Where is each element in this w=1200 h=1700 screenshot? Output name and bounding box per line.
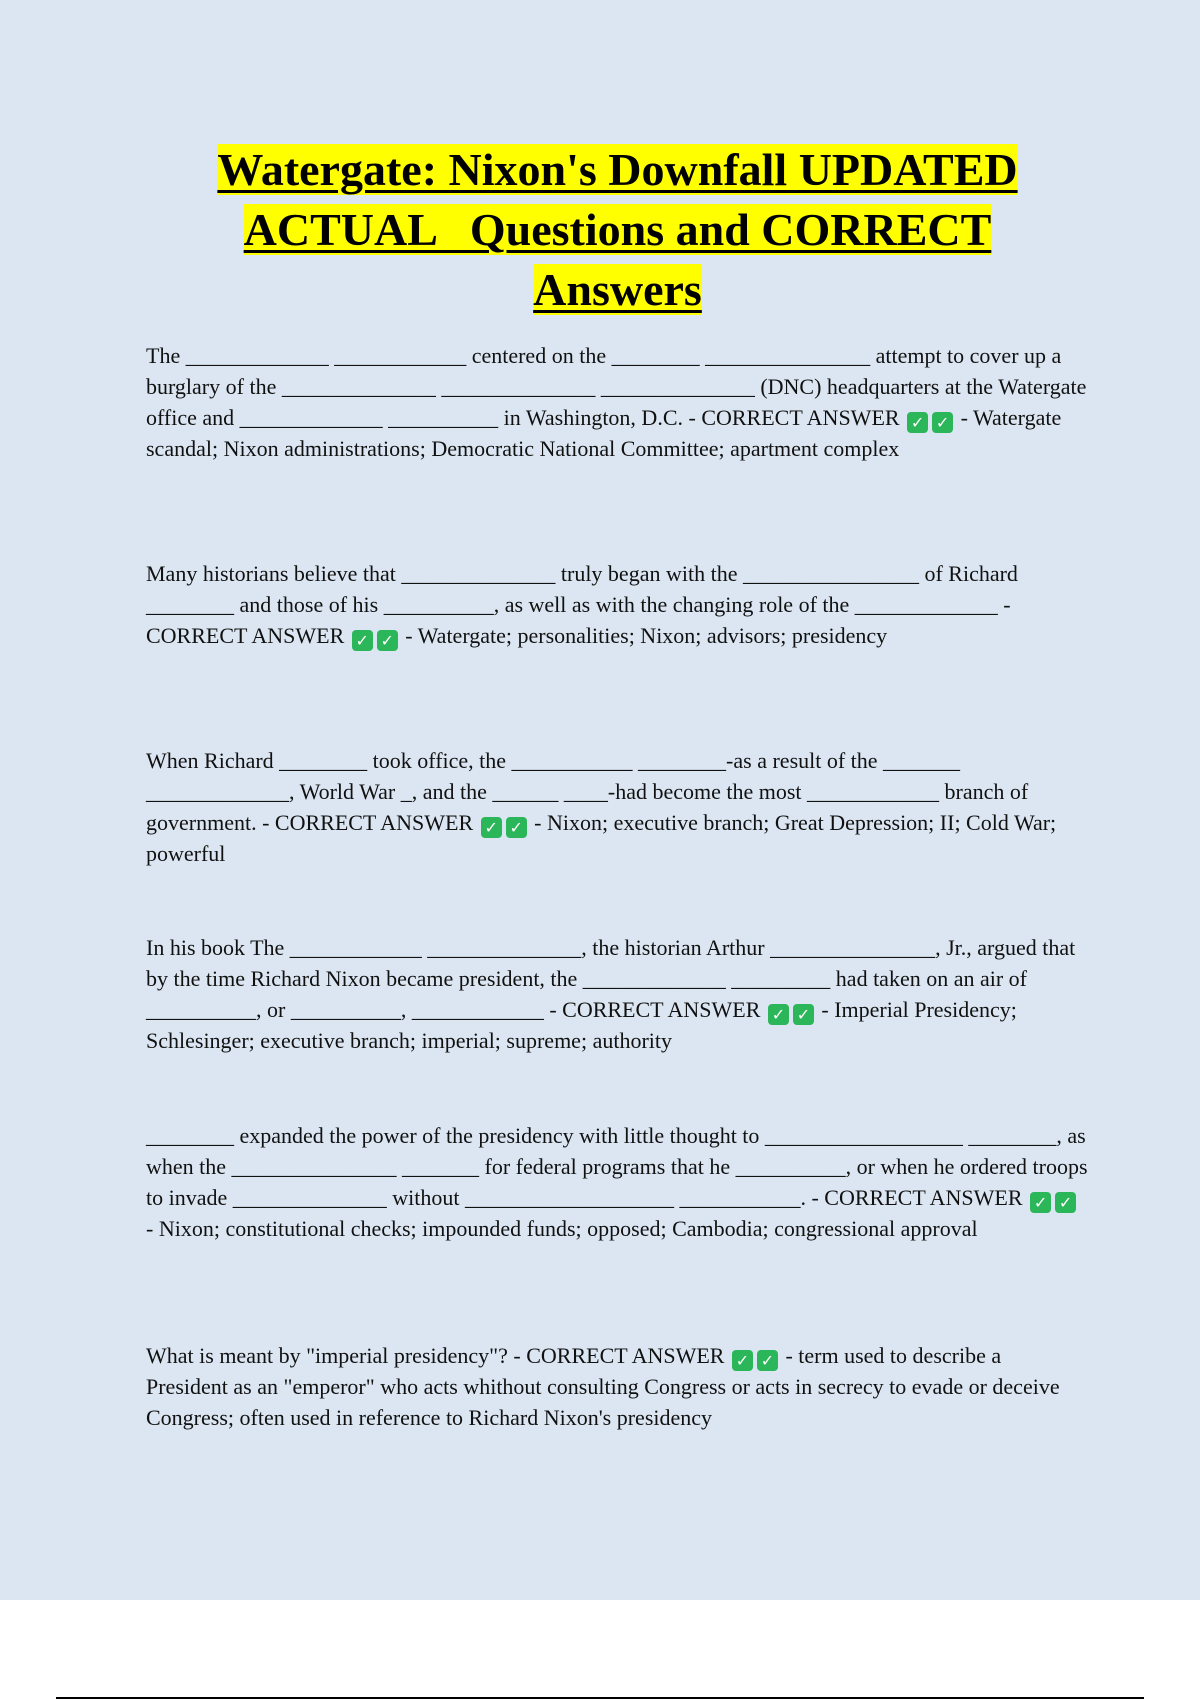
check-icon: ✓ [1055,1192,1076,1213]
title-line-1: Watergate: Nixon's Downfall UPDATED [217,144,1018,195]
check-icon: ✓ [768,1004,789,1025]
qa-item-4 [146,932,1088,1056]
check-icon: ✓ [352,630,373,651]
qa-item-5 [146,1120,1088,1244]
check-icon: ✓ [377,630,398,651]
qa-item-1 [146,340,1088,464]
check-icon: ✓ [481,817,502,838]
answer-text: - Nixon; constitutional checks; impounded funds; opposed; Cambodia; congressional approval [146,1216,978,1241]
answer-text: - Nixon; executive branch; Great Depression; II; Cold War; powerful [146,810,1057,866]
check-icon: ✓ [932,412,953,433]
answer-text: - Watergate scandal; Nixon administrations; Democratic National Committee; apartment complex [146,405,1062,461]
check-icon: ✓ [1030,1192,1051,1213]
answer-text: - Watergate; personalities; Nixon; advisors; presidency [405,623,888,648]
qa-item-2 [146,558,1088,651]
check-icon: ✓ [793,1004,814,1025]
document-title [130,140,1105,320]
qa-item-3 [146,745,1088,869]
question-text: What is meant by "imperial presidency"? - CORRECT ANSWER [146,1343,725,1368]
question-text: The _____________ ____________ centered on the ________ _______________ attempt to cover up a burglary of the ______________ ______________ ______________ (DNC) headquarters at the Watergate office and _____________ __________ in Washington, D.C. - CORRECT ANSWER [146,343,1087,430]
title-line-2: ACTUAL Questions and CORRECT [243,204,992,255]
question-text: When Richard ________ took office, the ___________ ________-as a result of the _______ _____________, World War _, and the ______ ____-had become the most ____________ branch of government. - CORRECT ANSWER [146,748,1029,835]
check-icon: ✓ [506,817,527,838]
question-text: ________ expanded the power of the presidency with little thought to __________________ ________, as when the _______________ _______ for federal programs that he __________, or when he ordered troops to invade ______________ without ___________________ ___________. - CORRECT ANSWER [146,1123,1088,1210]
question-text: Many historians believe that ______________ truly began with the ________________ of Richard ________ and those of his __________, as well as with the changing role of the _____________ - CORRECT ANSWER [146,561,1018,648]
check-icon: ✓ [907,412,928,433]
check-icon: ✓ [757,1350,778,1371]
title-line-3: Answers [533,264,702,315]
answer-text: - Imperial Presidency; Schlesinger; executive branch; imperial; supreme; authority [146,997,1017,1053]
footer-divider [56,1697,1144,1699]
qa-item-6 [146,1340,1088,1433]
question-text: In his book The ____________ ______________, the historian Arthur _______________, Jr., argued that by the time Richard Nixon became president, the _____________ _________ had taken on an air of __________, or __________, ____________ - CORRECT ANSWER [146,935,1076,1022]
check-icon: ✓ [732,1350,753,1371]
answer-text: - term used to describe a President as an "emperor" who acts whithout consulting Congress or acts in secrecy to evade or deceive Congress; often used in reference to Richard Nixon's presidency [146,1343,1060,1430]
